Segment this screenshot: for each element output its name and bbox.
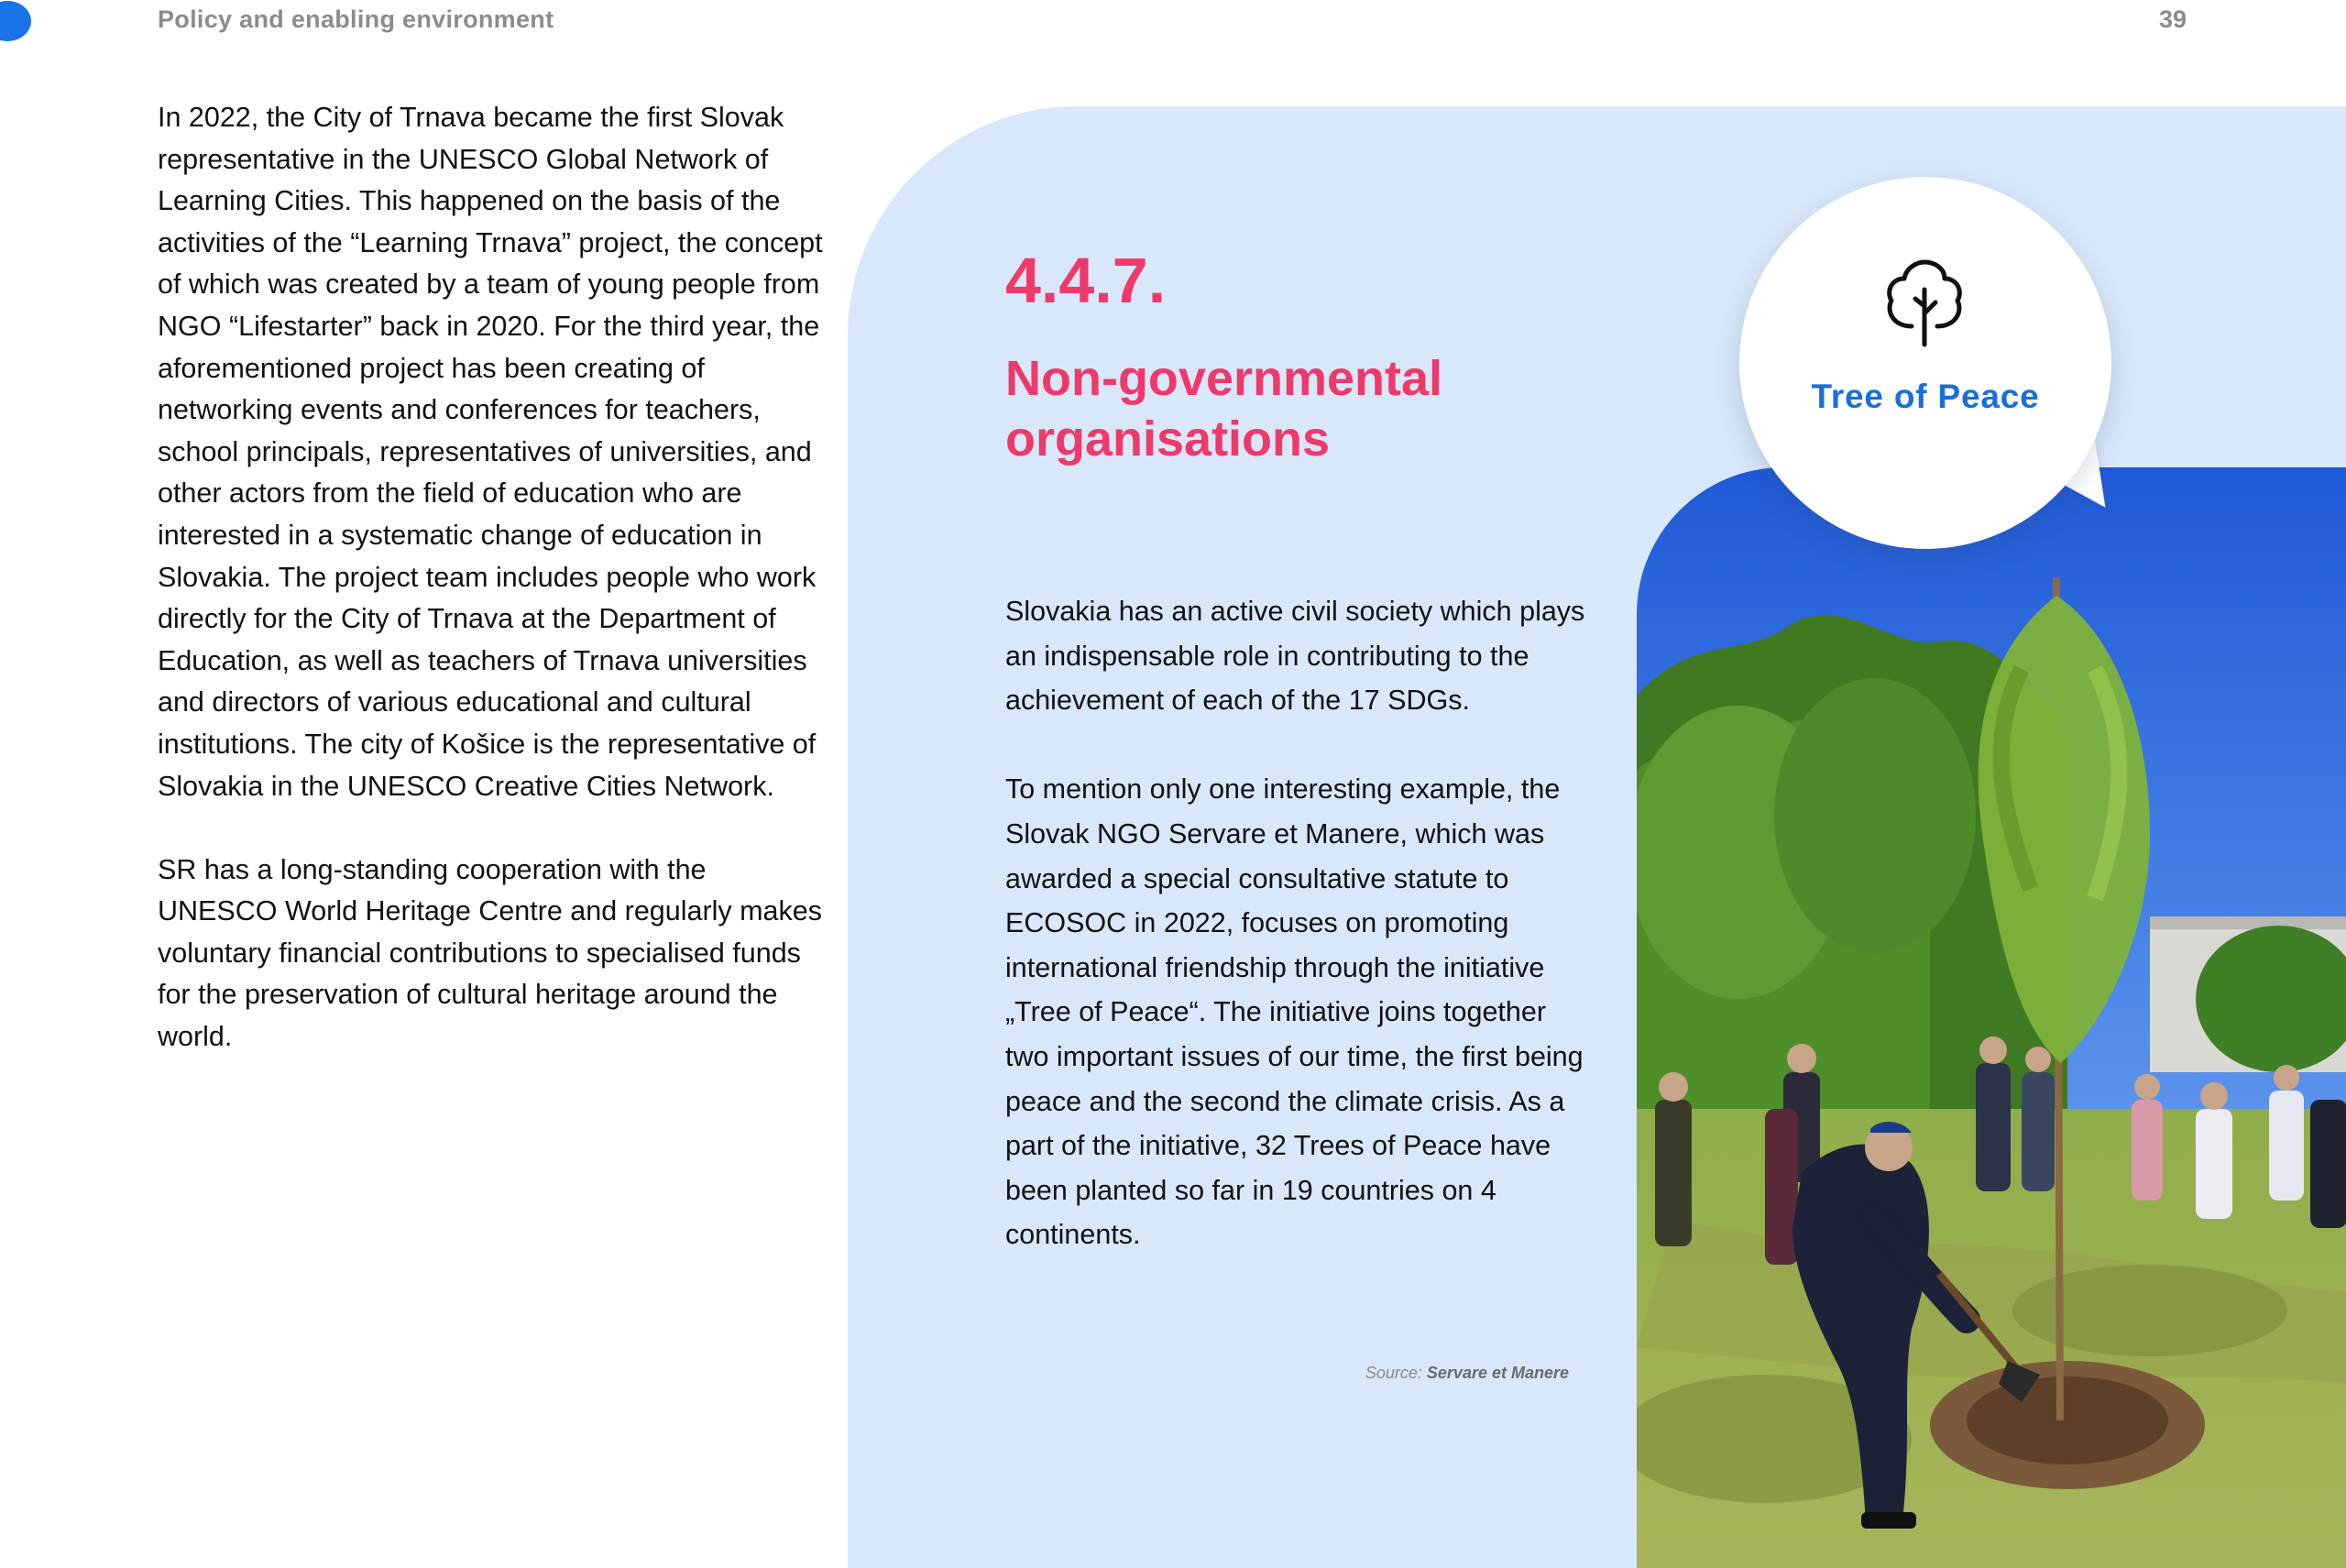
tree-planting-photo — [1637, 467, 2346, 1568]
photo-illustration — [1637, 467, 2346, 1568]
running-head: Policy and enabling environment — [158, 5, 554, 33]
source-label: Source: — [1365, 1364, 1422, 1382]
tree-icon — [1880, 258, 1968, 352]
section-paragraph: To mention only one interesting example, the Slovak NGO Servare et Manere, which was awarded a special consultative statute to ECOSOC in 2022, focuses on promoting international friendship through the initiative „Tree of Peace“. The initiative joins together two important issues of our time, the first being peace and the second the climate crisis. As a part of the initiative, 32 Trees of Peace have been planted so far in 19 countries on 4 continents. — [1005, 773, 1584, 1251]
callout-label: Tree of Peace — [1811, 378, 2040, 415]
left-column-text — [158, 97, 827, 1058]
section-paragraph: Slovakia has an active civil society which plays an indispensable role in contributing to the achievement of each of the 17 SDGs. — [1005, 596, 1585, 717]
section-body — [1005, 589, 1592, 1257]
left-paragraph: In 2022, the City of Trnava became the first Slovak representative in the UNESCO Global Network of Learning Cities. This happened on the basis of the activities of the “Learning Trnava” project, the concept of which was created by a team of young people from NGO “Lifestarter” back in 2020. For the third year, the aforementioned project has been creating of networking events and conferences for teachers, school principals, representatives of universities, and other actors from the field of education who are interested in a systematic change of education in Slovakia. The project team includes people who work directly for the City of Trnava at the Department of Education, as well as teachers of Trnava universities and directors of various educational and cultural institutions. The city of Košice is the representative of Slovakia in the UNESCO Creative Cities Network. — [158, 102, 823, 802]
callout-bubble — [1739, 177, 2111, 549]
section-number: 4.4.7. — [1005, 245, 1167, 316]
section-title: Non-governmental organisations — [1005, 351, 1443, 466]
left-paragraph: SR has a long-standing cooperation with the UNESCO World Heritage Centre and regularly makes voluntary financial contributions to specialised funds for the preservation of cultural heritage around the world. — [158, 853, 822, 1053]
page-marker-dot — [0, 1, 31, 41]
photo-source — [1191, 1364, 1569, 1383]
page-number: 39 — [2159, 5, 2187, 33]
source-name: Servare et Manere — [1426, 1364, 1569, 1382]
